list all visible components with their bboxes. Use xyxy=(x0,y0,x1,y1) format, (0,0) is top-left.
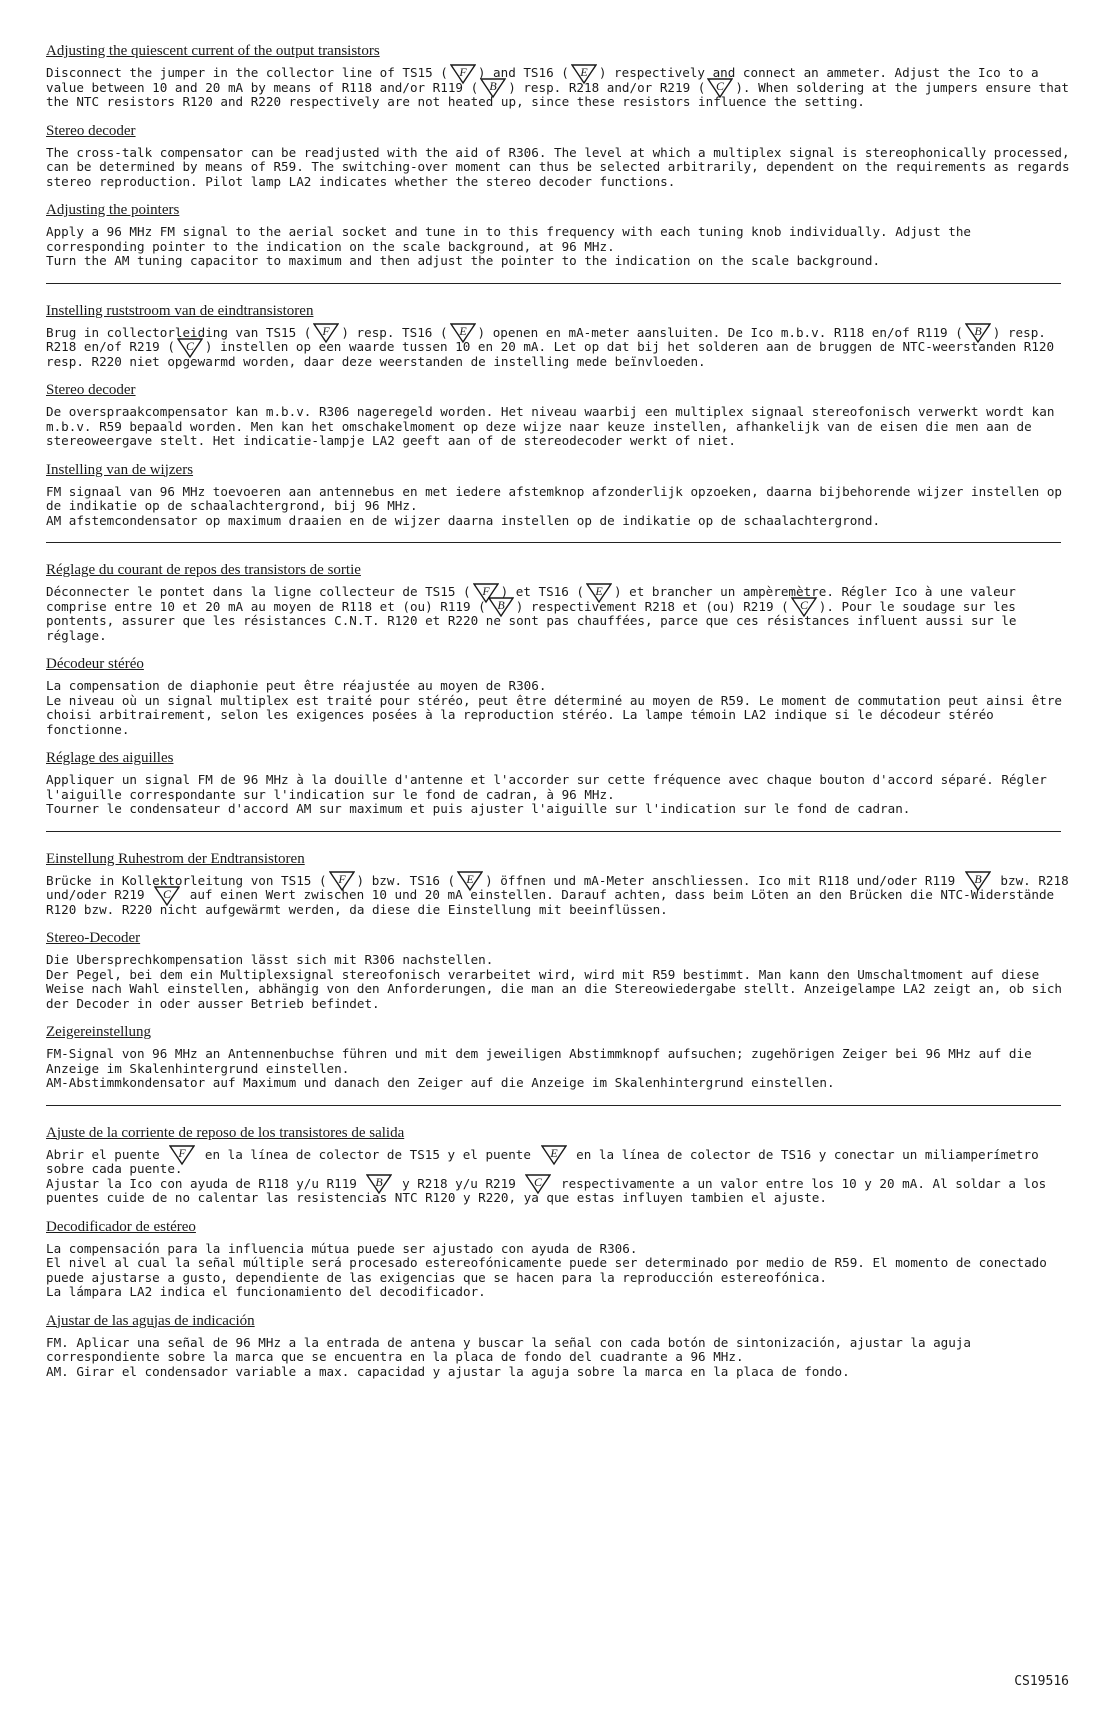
es-stereo-body xyxy=(46,1242,1076,1300)
de-pointers-body xyxy=(46,1047,1076,1091)
de-pointers-line-1: FM-Signal von 96 MHz an Antennenbuchse führen und mit dem jeweiligen Abstimmknopf aufsuchen; zugehörigen Zeiger bei 96 MHz auf die Anzeige im Skalenhintergrund einstellen. xyxy=(46,1046,1032,1076)
svg-text:B: B xyxy=(974,872,982,886)
english-block xyxy=(46,42,1076,284)
svg-text:E: E xyxy=(466,872,474,886)
en-text-5: ). When soldering at the jumpers ensure that the NTC resistors R120 and R220 respectively are not heated up, since these resistors influence the setting. xyxy=(46,79,1069,109)
nl-pointers-line-1: FM signaal van 96 MHz toevoeren aan antennebus en met iedere afstemknop afzonderlijk opzoeken, daarna bijbehorende wijzer instellen op de indikatie op de schaalachtergrond, bij 96 MHz. xyxy=(46,483,1062,513)
fr-pointers-heading: Réglage des aiguilles xyxy=(46,750,174,766)
es-pointers-body xyxy=(46,1336,1076,1380)
es-stereo-line-3: La lámpara LA2 indica el funcionamiento del decodificador. xyxy=(46,1284,486,1299)
es-quiescent-section xyxy=(46,1124,1076,1206)
de-stereo-line-1: Die Ubersprechkompensation lässt sich mit R306 nachstellen. xyxy=(46,952,494,967)
nl-text-3: ) openen en mA-meter aansluiten. De Ico m.b.v. R118 en/of R119 ( xyxy=(477,324,963,340)
nl-text-5: ) instellen op een waarde tussen 10 en 20 mA. Let op dat bij het solderen aan de bruggen de NTC-weerstanden R120 resp. R220 niet opgewarmd worden, daar deze weerstanden de instelling mede beïnvloeden. xyxy=(46,339,1055,369)
svg-text:F: F xyxy=(459,64,467,79)
es-text-2: en la línea de colector de TS15 y el puente xyxy=(204,1146,531,1162)
en-text-3: ) respectively and connect an ammeter. Adjust the Ico to a value between 10 and 20 mA by means of R118 and/or R119 ( xyxy=(46,65,1039,95)
nl-stereo-section xyxy=(46,381,1076,449)
svg-text:E: E xyxy=(458,324,467,338)
svg-text:B: B xyxy=(489,79,497,93)
svg-text:F: F xyxy=(322,324,331,338)
es-quiescent-body xyxy=(46,1148,1076,1206)
fr-stereo-heading: Décodeur stéréo xyxy=(46,656,144,672)
en-text-4: ) resp. R218 and/or R219 ( xyxy=(508,79,706,95)
en-quiescent-section xyxy=(46,42,1076,110)
de-stereo-section xyxy=(46,929,1076,1011)
svg-text:C: C xyxy=(799,598,808,612)
fr-pointers-line-2: Tourner le condensateur d'accord AM sur maximum et puis ajuster l'aiguille sur l'indication sur le fond de cadran. xyxy=(46,801,911,816)
es-pointers-line-2: AM. Girar el condensador variable a max. capacidad y ajustar la aguja sobre la marca en la placa de fondo. xyxy=(46,1363,850,1379)
fr-quiescent-heading: Réglage du courant de repos des transistors de sortie xyxy=(46,562,361,578)
fr-quiescent-body xyxy=(46,585,1076,643)
fr-text-2: ) et TS16 ( xyxy=(500,584,585,599)
en-pointers-line-2: Turn the AM tuning capacitor to maximum and then adjust the pointer to the indication on the scale background. xyxy=(46,253,881,268)
en-pointers-body xyxy=(46,225,1076,269)
fr-pointers-line-1: Appliquer un signal FM de 96 MHz à la douille d'antenne et l'accorder sur cette fréquence avec chaque bouton d'accord séparé. Régler l'aiguille correspondante sur l'indication sur le fond de cadran, à 96 MHz. xyxy=(46,772,1047,802)
french-block xyxy=(46,561,1076,832)
svg-text:B: B xyxy=(497,598,505,612)
en-text-2: ) and TS16 ( xyxy=(477,65,569,80)
marker-e-icon xyxy=(541,1144,567,1166)
nl-stereo-body: De overspraakcompensator kan m.b.v. R306 nageregeld worden. Het niveau waarbij een multiplex signaal stereofonisch verwerkt wordt kan m.b.v. R59 bepaald worden. Men kan het omschakelmoment op deze wijze naar keuze instellen, afhankelijk van de eisen die men aan de stereoweergave stelt. Het indicatie-lampje LA2 geeft aan of de stereodecoder werkt of niet. xyxy=(46,404,1055,448)
en-stereo-body: The cross-talk compensator can be readjusted with the aid of R306. The level at which a multiplex signal is stereophonically processed, can be determined by means of R59. The switching-over moment can thus be selected arbitrarily, dependent on the requirements as regards stereo reproduction. Pilot lamp LA2 indicates whether the stereo decoder functions. xyxy=(46,144,1070,189)
en-stereo-section xyxy=(46,122,1076,190)
svg-text:B: B xyxy=(375,1175,384,1189)
fr-pointers-body xyxy=(46,773,1076,817)
es-pointers-section xyxy=(46,1312,1076,1380)
de-text-3: ) öffnen und mA-Meter anschliessen. Ico mit R118 und/oder R119 xyxy=(485,872,956,888)
en-pointers-section xyxy=(46,201,1076,269)
de-text-2: ) bzw. TS16 ( xyxy=(356,872,456,888)
en-text-1: Disconnect the jumper in the collector line of TS15 ( xyxy=(46,65,448,80)
section-divider xyxy=(46,283,1061,284)
es-stereo-line-1: La compensación para la influencia mútua puede ser ajustado con ayuda de R306. xyxy=(46,1240,638,1256)
section-divider xyxy=(46,831,1061,832)
svg-text:F: F xyxy=(178,1146,186,1160)
service-manual-page xyxy=(46,42,1076,1391)
es-stereo-heading: Decodificador de estéreo xyxy=(46,1218,196,1235)
nl-pointers-heading: Instelling van de wijzers xyxy=(46,461,194,478)
nl-quiescent-body xyxy=(46,326,1076,370)
de-pointers-line-2: AM-Abstimmkondensator auf Maximum und danach den Zeiger auf die Anzeige im Skalenhintergrund einstellen. xyxy=(46,1075,835,1090)
en-pointers-line-1: Apply a 96 MHz FM signal to the aerial socket and tune in to this frequency with each tuning knob individually. Adjust the corresponding pointer to the indication on the scale background, at 96 MHz. xyxy=(46,224,972,254)
fr-quiescent-section xyxy=(46,561,1076,643)
es-text-5: y R218 y/u R219 xyxy=(402,1175,516,1191)
es-quiescent-heading: Ajuste de la corriente de reposo de los transistores de salida xyxy=(46,1124,405,1141)
fr-text-1: Déconnecter le pontet dans la ligne collecteur de TS15 ( xyxy=(46,584,471,599)
svg-text:E: E xyxy=(549,1146,558,1160)
fr-text-3: ) et brancher un ampèremètre. Régler Ico à une valeur comprise entre 10 et 20 mA au moyen de R118 et (ou) R119 ( xyxy=(46,584,1016,614)
nl-text-4: ) resp. R218 en/of R219 ( xyxy=(46,324,1046,354)
fr-stereo-line-2: Le niveau où un signal multiplex est traité pour stéréo, peut être déterminé au moyen de R59. Le moment de commutation peut ainsi être choisi arbitrairement, selon les exigences posées à la reproduction stéréo. La lampe témoin LA2 indique si le décodeur stéréo fonctionne. xyxy=(46,692,1062,737)
de-stereo-heading: Stereo-Decoder xyxy=(46,930,141,946)
es-text-4: Ajustar la Ico con ayuda de R118 y/u R119 xyxy=(46,1175,357,1191)
de-quiescent-section xyxy=(46,850,1076,918)
section-divider xyxy=(46,542,1061,543)
nl-quiescent-heading: Instelling ruststroom van de eindtransistoren xyxy=(46,302,314,319)
fr-text-4: ) respectivement R218 et (ou) R219 ( xyxy=(515,598,789,614)
section-divider xyxy=(46,1105,1061,1106)
german-block xyxy=(46,850,1076,1106)
nl-pointers-body xyxy=(46,485,1076,529)
de-text-1: Brücke in Kollektorleitung von TS15 ( xyxy=(46,872,327,888)
svg-text:B: B xyxy=(974,324,982,338)
fr-pointers-section xyxy=(46,749,1076,817)
de-quiescent-body xyxy=(46,874,1076,918)
es-text-1: Abrir el puente xyxy=(46,1146,160,1162)
svg-text:F: F xyxy=(337,872,346,886)
svg-text:C: C xyxy=(534,1175,543,1189)
fr-stereo-body xyxy=(46,679,1076,737)
en-stereo-heading: Stereo decoder xyxy=(46,122,136,139)
es-text-3: en la línea de colector de TS16 y conectar un miliamperímetro sobre cada puente. xyxy=(46,1146,1039,1176)
en-quiescent-heading: Adjusting the quiescent current of the output transistors xyxy=(46,43,380,59)
svg-text:C: C xyxy=(163,886,172,901)
nl-text-1: Brug in collectorleiding van TS15 ( xyxy=(46,324,312,340)
es-stereo-line-2: El nivel al cual la señal múltiple será procesado estereofónicamente puede ser determinado por medio de R59. El momento de conectado puede ajustarse a gusto, dependiente de las exigencias que se hacen para la reproducción estereofónica. xyxy=(46,1255,1047,1285)
nl-pointers-line-2: AM afstemcondensator op maximum draaien en de wijzer daarna instellen op de indikatie op de schaalachtergrond. xyxy=(46,512,881,528)
fr-stereo-line-1: La compensation de diaphonie peut être réajustée au moyen de R306. xyxy=(46,678,547,693)
de-stereo-body xyxy=(46,953,1076,1011)
es-text-6: respectivamente a un valor entre los 10 y 20 mA. Al soldar a los puentes cuide de no calentar las resistencias NTC R120 y R220, ya que estas influyen tambien el ajuste. xyxy=(46,1175,1047,1205)
es-stereo-section xyxy=(46,1218,1076,1300)
nl-pointers-section xyxy=(46,461,1076,529)
de-text-4: bzw. R218 und/oder R219 xyxy=(46,872,1069,902)
es-pointers-heading: Ajustar de las agujas de indicación xyxy=(46,1312,255,1329)
svg-text:E: E xyxy=(580,64,588,79)
de-quiescent-heading: Einstellung Ruhestrom der Endtransistoren xyxy=(46,850,305,867)
de-stereo-line-2: Der Pegel, bei dem ein Multiplexsignal stereofonisch verarbeitet wird, wird mit R59 bestimmt. Man kann den Umschaltmoment auf diese Weise nach Wahl einstellen, abhängig von den Anforderungen, die man an die Stereowiedergabe stellt. Anzeigelampe LA2 zeigt an, ob sich der Decoder in oder ausser Betrieb befindet. xyxy=(46,966,1062,1011)
spanish-block xyxy=(46,1124,1076,1380)
svg-text:C: C xyxy=(716,79,725,93)
de-text-5: auf einen Wert zwischen 10 und 20 mA einstellen. Darauf achten, dass beim Löten an den Brücken die NTC-Widerstände R120 bzw. R220 nicht aufgewärmt werden, da diese die Einstellung mit beeinflüssen. xyxy=(46,887,1055,917)
en-pointers-heading: Adjusting the pointers xyxy=(46,202,180,218)
fr-stereo-section xyxy=(46,655,1076,737)
en-quiescent-body xyxy=(46,66,1076,110)
fr-text-5: ). Pour le soudage sur les pontents, assurer que les résistances C.N.T. R120 et R220 ne sont pas chauffées, parce que ces résistances influent aussi sur le réglage. xyxy=(46,598,1017,643)
document-code: CS19516 xyxy=(1014,1674,1069,1689)
svg-text:C: C xyxy=(185,338,194,353)
nl-stereo-heading: Stereo decoder xyxy=(46,382,136,398)
es-pointers-line-1: FM. Aplicar una señal de 96 MHz a la entrada de antena y buscar la señal con cada botón de sintonización, ajustar la aguja correspondiente sobre la marca que se encuentra en la placa de fondo del cuadrante a 96 MHz. xyxy=(46,1334,972,1364)
dutch-block xyxy=(46,302,1076,544)
nl-quiescent-section xyxy=(46,302,1076,370)
svg-text:E: E xyxy=(595,583,603,598)
svg-text:F: F xyxy=(481,583,490,598)
de-pointers-heading: Zeigereinstellung xyxy=(46,1024,151,1040)
de-pointers-section xyxy=(46,1023,1076,1091)
nl-text-2: ) resp. TS16 ( xyxy=(341,324,448,340)
